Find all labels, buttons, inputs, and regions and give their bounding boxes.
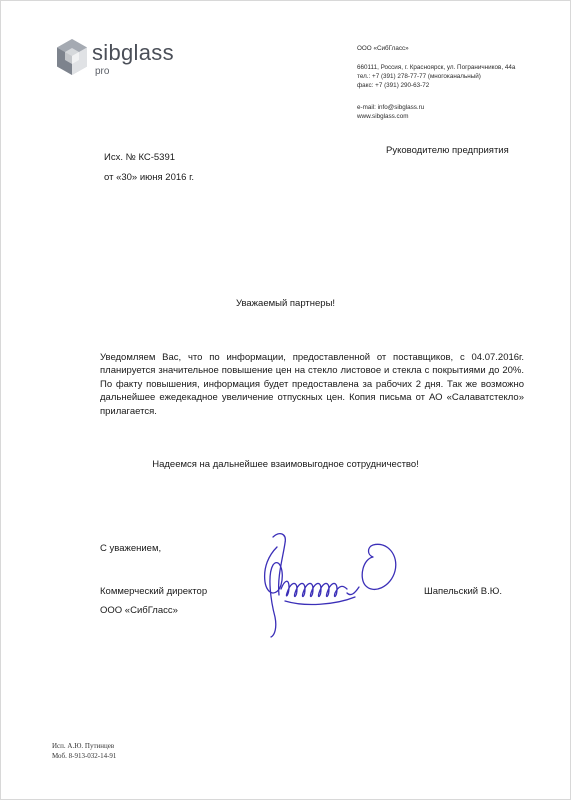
contacts-phone: тел.: +7 (391) 278-77-77 (многоканальный) [357, 73, 481, 80]
letter-footer [52, 741, 116, 761]
logo-brand-text: sibglass [92, 40, 174, 65]
contacts-email: e-mail: info@sibglass.ru [357, 104, 425, 111]
footer-mobile: Моб. 8-913-032-14-91 [52, 752, 117, 760]
company-contacts [357, 44, 515, 121]
sibglass-hexagon-icon [55, 38, 89, 76]
letter-body [100, 351, 524, 418]
regards: С уважением, [100, 543, 162, 554]
outgoing-reference: Исх. № КС-5391 [104, 152, 176, 163]
signer-position: Коммерческий директор [100, 586, 208, 597]
signer-company: ООО «СибГласс» [100, 605, 178, 616]
greeting: Уважаемый партнеры! [235, 298, 336, 309]
logo-sub-text: pro [95, 66, 110, 77]
contacts-address: 660111, Россия, г. Красноярск, ул. Пограничников, 44а [357, 64, 516, 71]
footer-executor: Исп. А.Ю. Путинцев [52, 742, 115, 750]
body-paragraph: Уведомляем Вас, что по информации, предоставленной от поставщиков, с 04.07.2016г. планируется значительное повышение цен на стекло листовое и стекла с покрытиями до 20%. По факту повышения, информация будет предоставлена за рабочих 2 дня. Так же возможно дальнейшее ежедекадное увеличение отпускных цен. Копия письма от АО «Салаватстекло» прилагается. [100, 352, 524, 417]
letter-date: от «30» июня 2016 г. [104, 172, 195, 183]
addressee: Руководителю предприятия [386, 145, 509, 156]
handwritten-signature [255, 527, 425, 642]
closing-line: Надеемся на дальнейшее взаимовыгодное сотрудничество! [152, 459, 419, 470]
company-logo [55, 38, 205, 84]
contacts-website: www.sibglass.com [357, 113, 409, 120]
signer-name: Шапельский В.Ю. [424, 586, 502, 597]
contacts-company: ООО «СибГласс» [357, 45, 409, 52]
contacts-fax: факс: +7 (391) 290-63-72 [357, 82, 430, 89]
